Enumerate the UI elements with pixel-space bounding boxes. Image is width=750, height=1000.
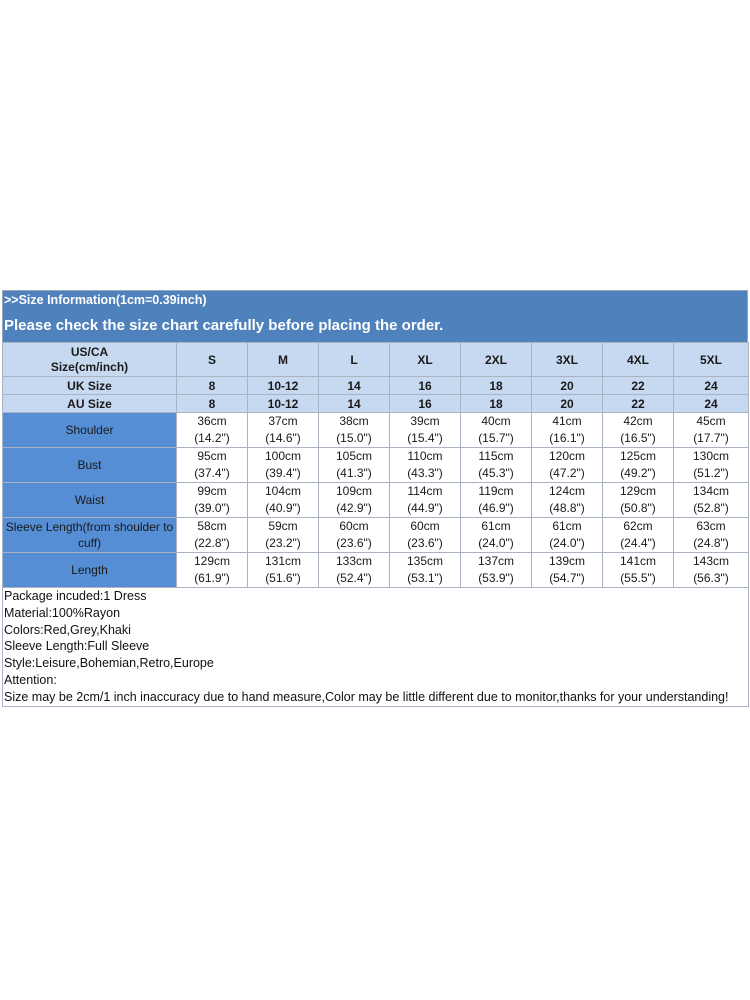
measurement-inch: (56.3") bbox=[693, 571, 729, 585]
measurement-cm: 105cm bbox=[335, 449, 373, 463]
au-size-cell: 22 bbox=[603, 395, 674, 413]
au-size-row bbox=[3, 395, 749, 413]
uk-size-cell: 20 bbox=[532, 377, 603, 395]
measurement-label: Bust bbox=[3, 448, 177, 483]
size-info-banner bbox=[2, 290, 748, 342]
measurement-cell bbox=[674, 483, 749, 518]
note-line: Attention: bbox=[4, 672, 57, 687]
measurement-cell bbox=[674, 413, 749, 448]
measurement-cell bbox=[532, 518, 603, 553]
measurement-row bbox=[3, 518, 749, 553]
measurement-cm: 63cm bbox=[696, 519, 726, 533]
measurement-cell bbox=[461, 518, 532, 553]
measurement-row bbox=[3, 553, 749, 588]
measurement-cm: 61cm bbox=[481, 519, 511, 533]
us-size-cell: 5XL bbox=[674, 343, 749, 377]
measurement-cm: 130cm bbox=[692, 449, 730, 463]
measurement-cm: 42cm bbox=[623, 414, 653, 428]
measurement-label: Waist bbox=[3, 483, 177, 518]
corner-label-line2: Size(cm/inch) bbox=[50, 359, 129, 374]
au-size-cell: 8 bbox=[177, 395, 248, 413]
measurement-inch: (46.9") bbox=[478, 501, 514, 515]
measurement-label: Sleeve Length(from shoulder to cuff) bbox=[3, 518, 177, 553]
measurement-inch: (53.9") bbox=[478, 571, 514, 585]
us-size-cell: XL bbox=[390, 343, 461, 377]
au-size-cell: 18 bbox=[461, 395, 532, 413]
size-table bbox=[2, 342, 749, 588]
measurement-inch: (47.2") bbox=[549, 466, 585, 480]
measurement-cell bbox=[461, 448, 532, 483]
size-info-title: Please check the size chart carefully before placing the order. bbox=[4, 317, 444, 334]
measurement-inch: (24.0") bbox=[478, 536, 514, 550]
measurement-cell bbox=[603, 448, 674, 483]
measurement-inch: (15.4") bbox=[407, 431, 443, 445]
measurement-cm: 135cm bbox=[406, 554, 444, 568]
measurement-cm: 62cm bbox=[623, 519, 653, 533]
measurement-inch: (49.2") bbox=[620, 466, 656, 480]
measurement-cm: 95cm bbox=[197, 449, 227, 463]
measurement-inch: (15.0") bbox=[336, 431, 372, 445]
measurement-cm: 119cm bbox=[478, 484, 514, 498]
measurement-cm: 100cm bbox=[264, 449, 302, 463]
measurement-cm: 120cm bbox=[548, 449, 586, 463]
measurement-cell bbox=[674, 448, 749, 483]
measurement-inch: (16.1") bbox=[549, 431, 585, 445]
measurement-cm: 137cm bbox=[477, 554, 515, 568]
measurement-cm: 104cm bbox=[264, 484, 302, 498]
measurement-label: Length bbox=[3, 553, 177, 588]
measurement-cell bbox=[603, 413, 674, 448]
measurement-cm: 125cm bbox=[619, 449, 657, 463]
au-size-cell: 14 bbox=[319, 395, 390, 413]
note-line: Style:Leisure,Bohemian,Retro,Europe bbox=[4, 656, 214, 671]
measurement-inch: (14.2") bbox=[194, 431, 230, 445]
measurement-cell bbox=[248, 448, 319, 483]
measurement-cm: 133cm bbox=[335, 554, 373, 568]
us-size-cell: 2XL bbox=[461, 343, 532, 377]
measurement-cm: 60cm bbox=[410, 519, 440, 533]
measurement-inch: (51.2") bbox=[693, 466, 729, 480]
measurement-inch: (54.7") bbox=[549, 571, 585, 585]
measurement-cm: 38cm bbox=[339, 414, 369, 428]
measurement-cell bbox=[603, 483, 674, 518]
measurement-label: Shoulder bbox=[3, 413, 177, 448]
uk-size-cell: 10-12 bbox=[248, 377, 319, 395]
measurement-cm: 36cm bbox=[197, 414, 227, 428]
measurement-cell bbox=[248, 518, 319, 553]
measurement-cm: 99cm bbox=[197, 484, 227, 498]
uk-size-cell: 8 bbox=[177, 377, 248, 395]
note-line: Colors:Red,Grey,Khaki bbox=[4, 622, 131, 637]
note-line: Package incuded:1 Dress bbox=[4, 589, 147, 603]
measurement-cell bbox=[603, 518, 674, 553]
measurement-cell bbox=[248, 483, 319, 518]
au-size-cell: 10-12 bbox=[248, 395, 319, 413]
measurement-cm: 61cm bbox=[552, 519, 582, 533]
measurement-cell bbox=[674, 553, 749, 588]
measurement-inch: (42.9") bbox=[336, 501, 372, 515]
measurement-inch: (24.0") bbox=[549, 536, 585, 550]
measurement-inch: (43.3") bbox=[407, 466, 443, 480]
note-line: Material:100%Rayon bbox=[4, 605, 121, 620]
measurement-cm: 60cm bbox=[339, 519, 369, 533]
measurement-inch: (53.1") bbox=[407, 571, 443, 585]
measurement-inch: (39.0") bbox=[194, 501, 230, 515]
measurement-inch: (17.7") bbox=[693, 431, 729, 445]
measurement-cell bbox=[177, 413, 248, 448]
measurement-inch: (37.4") bbox=[194, 466, 230, 480]
uk-size-cell: 24 bbox=[674, 377, 749, 395]
measurement-cm: 131cm bbox=[264, 554, 302, 568]
us-size-corner-label bbox=[3, 343, 177, 377]
measurement-inch: (14.6") bbox=[265, 431, 301, 445]
corner-label-line1: US/CA bbox=[70, 344, 109, 359]
measurement-cell bbox=[461, 413, 532, 448]
size-info-subtitle: >>Size Information(1cm=0.39inch) bbox=[4, 293, 207, 307]
measurement-row bbox=[3, 483, 749, 518]
measurement-cell bbox=[674, 518, 749, 553]
measurement-cm: 134cm bbox=[692, 484, 730, 498]
measurement-inch: (50.8") bbox=[620, 501, 656, 515]
measurement-inch: (48.8") bbox=[549, 501, 585, 515]
au-size-label: AU Size bbox=[3, 395, 177, 413]
measurement-cell bbox=[319, 448, 390, 483]
uk-size-cell: 18 bbox=[461, 377, 532, 395]
measurement-cm: 40cm bbox=[481, 414, 511, 428]
measurement-cm: 114cm bbox=[407, 484, 443, 498]
measurement-cell bbox=[248, 413, 319, 448]
measurement-cm: 129cm bbox=[619, 484, 657, 498]
us-size-header-row bbox=[3, 343, 749, 377]
measurement-inch: (52.8") bbox=[693, 501, 729, 515]
us-size-cell: S bbox=[177, 343, 248, 377]
measurement-inch: (40.9") bbox=[265, 501, 301, 515]
measurement-cm: 39cm bbox=[410, 414, 440, 428]
us-size-cell: M bbox=[248, 343, 319, 377]
measurement-cell bbox=[532, 553, 603, 588]
measurement-cm: 115cm bbox=[478, 449, 514, 463]
measurement-inch: (22.8") bbox=[194, 536, 230, 550]
note-line: Sleeve Length:Full Sleeve bbox=[4, 639, 150, 654]
measurement-cm: 58cm bbox=[197, 519, 227, 533]
measurement-inch: (23.6") bbox=[336, 536, 372, 550]
measurement-cm: 45cm bbox=[696, 414, 726, 428]
measurement-cm: 110cm bbox=[407, 449, 443, 463]
uk-size-cell: 16 bbox=[390, 377, 461, 395]
measurement-inch: (51.6") bbox=[265, 571, 301, 585]
us-size-cell: 4XL bbox=[603, 343, 674, 377]
measurement-cell bbox=[319, 518, 390, 553]
us-size-cell: 3XL bbox=[532, 343, 603, 377]
measurement-inch: (23.6") bbox=[407, 536, 443, 550]
measurement-cell bbox=[390, 483, 461, 518]
measurement-cm: 37cm bbox=[268, 414, 298, 428]
uk-size-cell: 14 bbox=[319, 377, 390, 395]
measurement-cell bbox=[532, 483, 603, 518]
uk-size-label: UK Size bbox=[3, 377, 177, 395]
measurement-cell bbox=[248, 553, 319, 588]
measurement-inch: (52.4") bbox=[336, 571, 372, 585]
au-size-cell: 20 bbox=[532, 395, 603, 413]
product-notes bbox=[2, 588, 749, 707]
measurement-cell bbox=[319, 413, 390, 448]
measurement-inch: (55.5") bbox=[620, 571, 656, 585]
measurement-row bbox=[3, 448, 749, 483]
measurement-inch: (61.9") bbox=[194, 571, 230, 585]
measurement-cell bbox=[177, 483, 248, 518]
measurement-cell bbox=[177, 553, 248, 588]
measurement-inch: (44.9") bbox=[407, 501, 443, 515]
au-size-cell: 16 bbox=[390, 395, 461, 413]
measurement-cell bbox=[177, 518, 248, 553]
au-size-cell: 24 bbox=[674, 395, 749, 413]
measurement-cell bbox=[319, 553, 390, 588]
measurement-cell bbox=[319, 483, 390, 518]
measurement-cm: 141cm bbox=[619, 554, 657, 568]
uk-size-cell: 22 bbox=[603, 377, 674, 395]
measurement-cell bbox=[603, 553, 674, 588]
note-line: Size may be 2cm/1 inch inaccuracy due to hand measure,Color may be little different due to monitor,thanks for your understanding! bbox=[4, 689, 729, 704]
size-chart bbox=[2, 290, 748, 707]
measurement-cm: 124cm bbox=[548, 484, 586, 498]
measurement-cell bbox=[532, 448, 603, 483]
measurement-inch: (24.8") bbox=[693, 536, 729, 550]
measurement-cell bbox=[461, 483, 532, 518]
measurement-inch: (39.4") bbox=[265, 466, 301, 480]
uk-size-row bbox=[3, 377, 749, 395]
measurement-row bbox=[3, 413, 749, 448]
measurement-inch: (23.2") bbox=[265, 536, 301, 550]
measurement-inch: (41.3") bbox=[336, 466, 372, 480]
measurement-inch: (45.3") bbox=[478, 466, 514, 480]
measurement-inch: (24.4") bbox=[620, 536, 656, 550]
measurement-cm: 41cm bbox=[552, 414, 582, 428]
measurement-cell bbox=[390, 553, 461, 588]
us-size-cell: L bbox=[319, 343, 390, 377]
measurement-cell bbox=[390, 448, 461, 483]
measurement-inch: (16.5") bbox=[620, 431, 656, 445]
measurement-inch: (15.7") bbox=[478, 431, 514, 445]
measurement-cm: 59cm bbox=[268, 519, 298, 533]
measurement-cell bbox=[461, 553, 532, 588]
measurement-cm: 109cm bbox=[335, 484, 373, 498]
measurement-cell bbox=[532, 413, 603, 448]
measurement-cell bbox=[390, 518, 461, 553]
measurement-cm: 129cm bbox=[193, 554, 231, 568]
measurement-cell bbox=[390, 413, 461, 448]
measurement-cm: 139cm bbox=[548, 554, 586, 568]
measurement-cm: 143cm bbox=[692, 554, 730, 568]
measurement-cell bbox=[177, 448, 248, 483]
